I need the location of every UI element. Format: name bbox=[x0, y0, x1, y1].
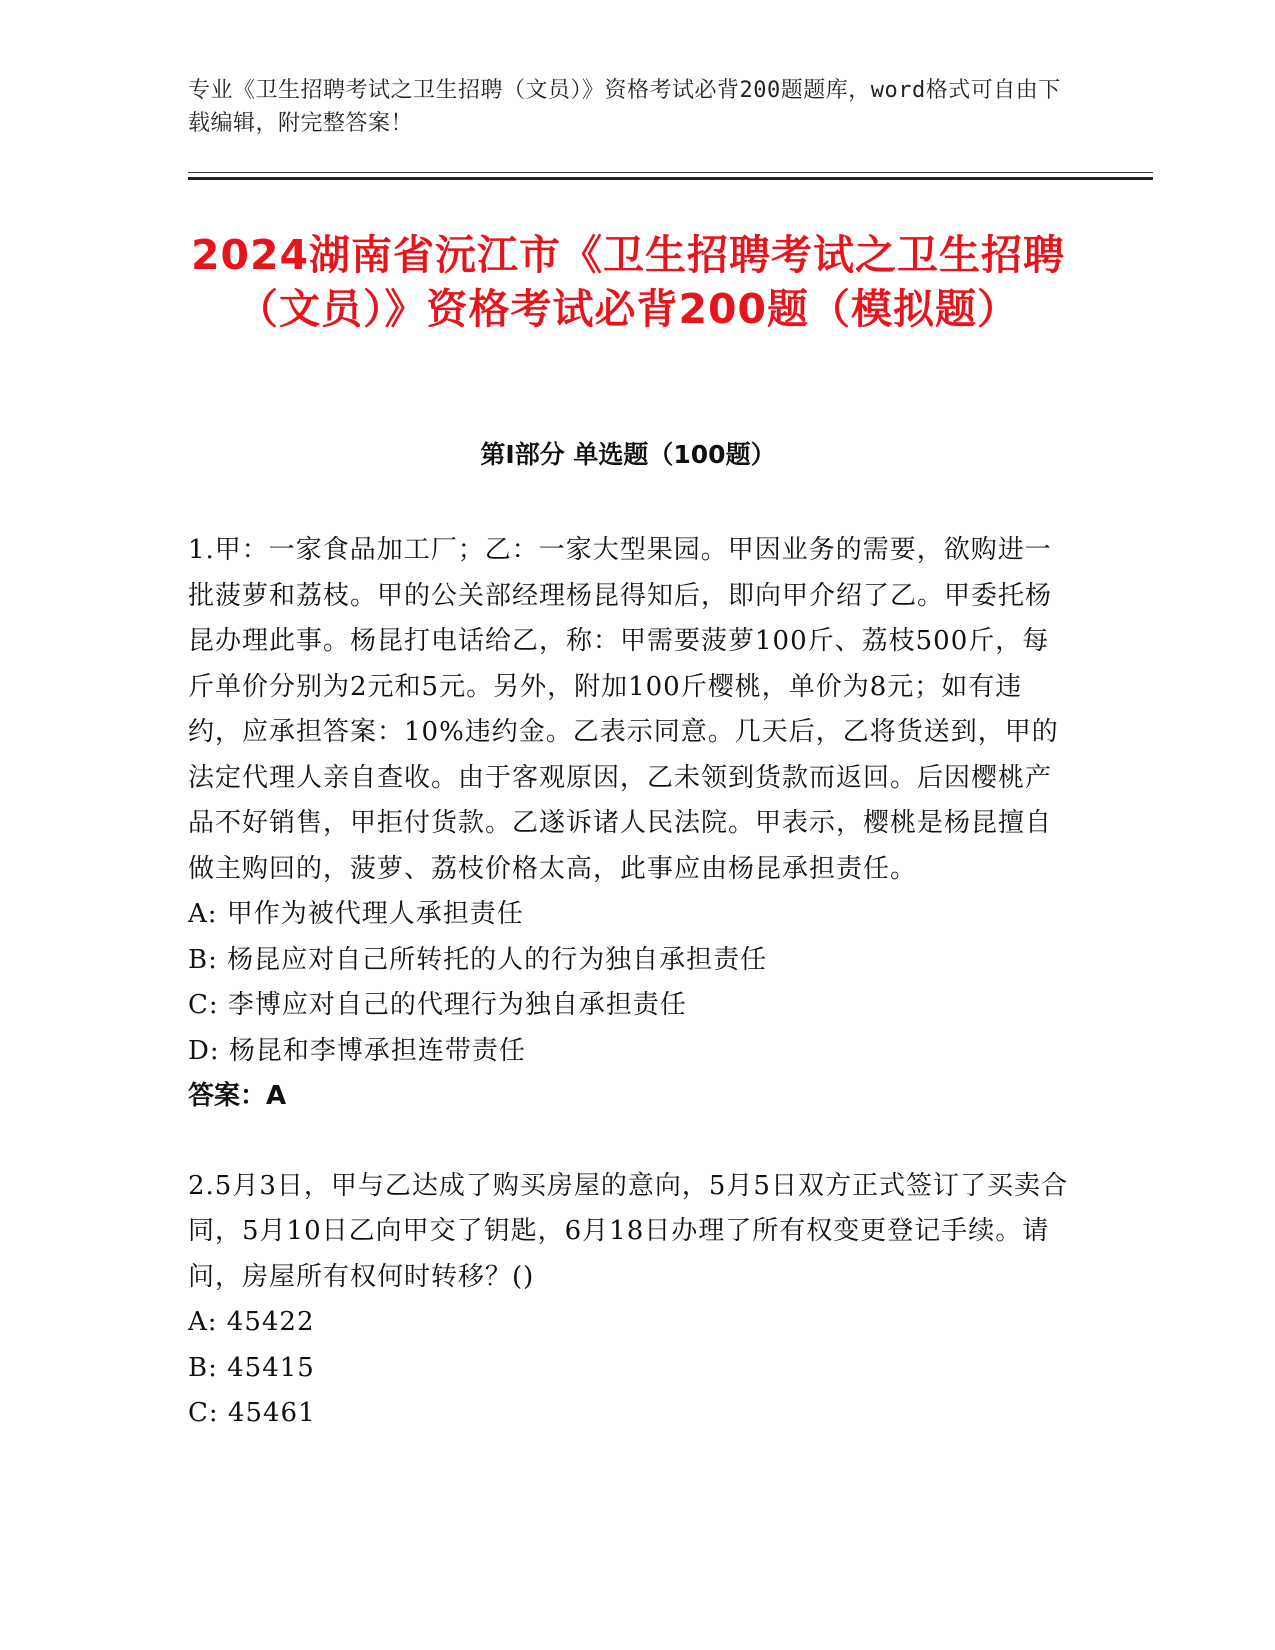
question-block bbox=[188, 1164, 1068, 1437]
option-a: A: 甲作为被代理人承担责任 bbox=[188, 899, 524, 929]
question-list bbox=[188, 528, 1068, 1437]
question-block bbox=[188, 528, 1068, 1120]
document-title: 2024湖南省沅江市《卫生招聘考试之卫生招聘（文员）》资格考试必背200题（模拟题） bbox=[190, 231, 1066, 333]
header-note: 专业《卫生招聘考试之卫生招聘（文员）》资格考试必背200题题库，word格式可自由下载编辑，附完整答案！ bbox=[188, 78, 1061, 136]
option-c: C: 45461 bbox=[188, 1398, 316, 1428]
question-stem: 1.甲：一家食品加工厂；乙：一家大型果园。甲因业务的需要，欲购进一批菠萝和荔枝。甲的公关部经理杨昆得知后，即向甲介绍了乙。甲委托杨昆办理此事。杨昆打电话给乙，称：甲需要菠萝100斤、荔枝500斤，每斤单价分别为2元和5元。另外，附加100斤樱桃，单价为8元；如有违约，应承担答案：10%违约金。乙表示同意。几天后，乙将货送到，甲的法定代理人亲自查收。由于客观原因，乙未领到货款而返回。后因樱桃产品不好销售，甲拒付货款。乙遂诉诸人民法院。甲表示，樱桃是杨昆擅自做主购回的，菠萝、荔枝价格太高，此事应由杨昆承担责任。 bbox=[188, 535, 1059, 884]
option-c: C: 李博应对自己的代理行为独自承担责任 bbox=[188, 990, 687, 1020]
header-divider-thin bbox=[188, 172, 1153, 173]
question-stem: 2.5月3日，甲与乙达成了购买房屋的意向，5月5日双方正式签订了买卖合同，5月10日乙向甲交了钥匙，6月18日办理了所有权变更登记手续。请问，房屋所有权何时转移？() bbox=[188, 1170, 1068, 1292]
answer-label: 答案：A bbox=[188, 1081, 287, 1111]
option-a: A: 45422 bbox=[188, 1307, 315, 1337]
section-heading: 第I部分 单选题（100题） bbox=[480, 440, 776, 469]
header-divider-thick bbox=[188, 177, 1153, 180]
option-d: D: 杨昆和李博承担连带责任 bbox=[188, 1035, 526, 1066]
option-b: B: 杨昆应对自己所转托的人的行为独自承担责任 bbox=[188, 944, 768, 975]
option-b: B: 45415 bbox=[188, 1352, 315, 1383]
question-spacer bbox=[188, 1120, 1068, 1164]
